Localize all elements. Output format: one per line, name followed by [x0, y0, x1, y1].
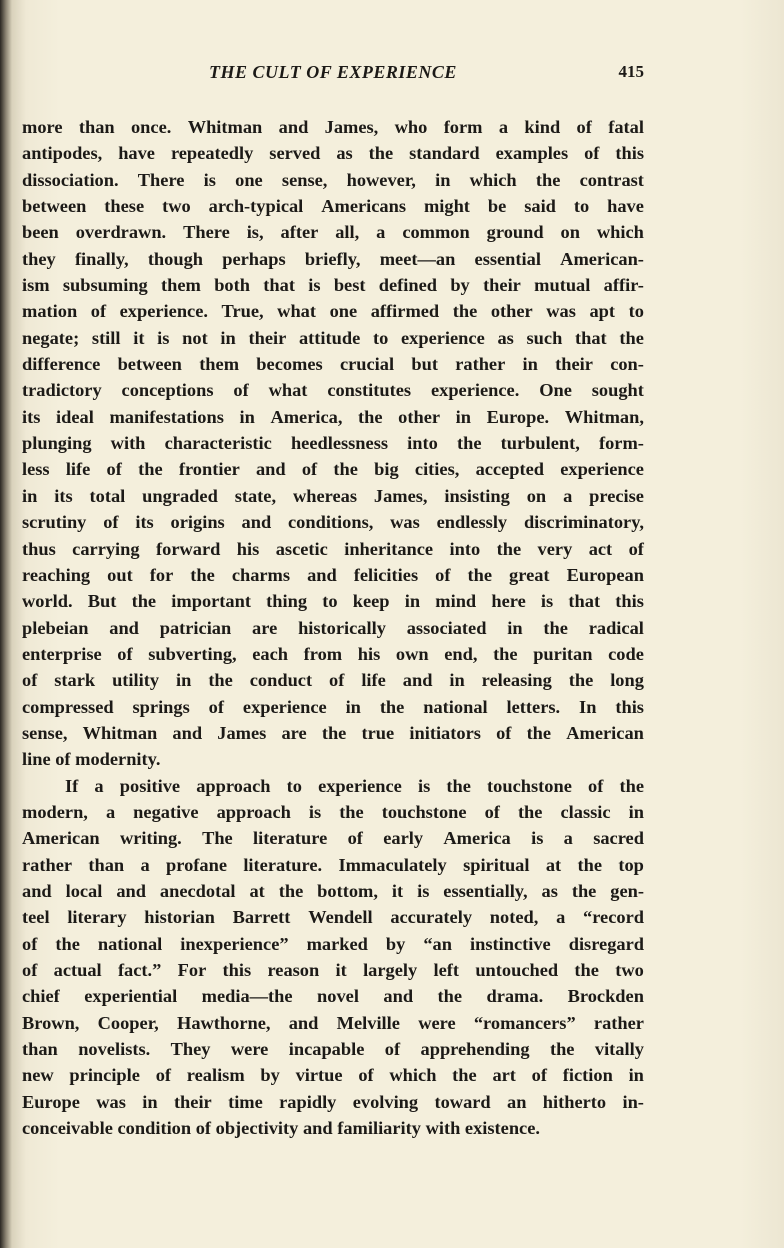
text-line: modern, a negative approach is the touchstone of the classic in	[22, 801, 644, 822]
text-line: new principle of realism by virtue of which the art of fiction in	[22, 1065, 644, 1086]
text-line: more than once. Whitman and James, who form a kind of fatal	[22, 117, 644, 137]
text-line: American writing. The literature of early America is a sacred	[22, 828, 644, 849]
text-line: world. But the important thing to keep in mind here is that this	[22, 591, 644, 612]
text-line: less life of the frontier and of the big cities, accepted experience	[22, 459, 644, 480]
text-line: plunging with characteristic heedlessness into the turbulent, form-	[22, 433, 644, 454]
text-line: conceivable condition of objectivity and familiarity with existence.	[22, 1118, 540, 1139]
text-line: reaching out for the charms and felicities of the great European	[22, 564, 644, 585]
text-line: compressed springs of experience in the national letters. In this	[22, 696, 644, 717]
text-line: its ideal manifestations in America, the other in Europe. Whitman,	[22, 406, 644, 427]
text-line: in its total ungraded state, whereas James, insisting on a precise	[22, 485, 644, 506]
text-line: been overdrawn. There is, after all, a common ground on which	[22, 222, 644, 243]
running-head: THE CULT OF EXPERIENCE	[209, 62, 457, 82]
text-line: enterprise of subverting, each from his own end, the puritan code	[22, 643, 644, 664]
text-line: mation of experience. True, what one affirmed the other was apt to	[22, 301, 644, 322]
text-line: difference between them becomes crucial but rather in their con-	[22, 354, 644, 375]
page-header	[22, 62, 644, 88]
text-line: plebeian and patrician are historically associated in the radical	[22, 617, 644, 638]
text-line: If a positive approach to experience is the touchstone of the	[65, 775, 644, 796]
text-line: antipodes, have repeatedly served as the standard examples of this	[22, 143, 644, 164]
text-line: of stark utility in the conduct of life and in releasing the long	[22, 670, 644, 691]
text-line: teel literary historian Barrett Wendell accurately noted, a “record	[22, 907, 644, 928]
text-line: negate; still it is not in their attitude to experience as such that the	[22, 327, 644, 348]
text-line: they finally, though perhaps briefly, meet—an essential American-	[22, 248, 644, 269]
text-line: and local and anecdotal at the bottom, it is essentially, as the gen-	[22, 880, 644, 901]
text-line: thus carrying forward his ascetic inheritance into the very act of	[22, 538, 644, 559]
text-line: Europe was in their time rapidly evolving toward an hitherto in-	[22, 1091, 644, 1112]
body-text	[22, 114, 644, 1141]
text-line: sense, Whitman and James are the true initiators of the American	[22, 722, 644, 743]
text-line: between these two arch-typical Americans might be said to have	[22, 196, 644, 217]
text-line: scrutiny of its origins and conditions, was endlessly discriminatory,	[22, 512, 644, 533]
page-number: 415	[618, 62, 644, 81]
text-line: dissociation. There is one sense, however, in which the contrast	[22, 169, 644, 190]
paragraph	[22, 114, 644, 773]
text-line: rather than a profane literature. Immaculately spiritual at the top	[22, 854, 644, 875]
text-line: of actual fact.” For this reason it largely left untouched the two	[22, 960, 644, 980]
text-line: than novelists. They were incapable of apprehending the vitally	[22, 1039, 644, 1060]
text-line: chief experiential media—the novel and the drama. Brockden	[22, 986, 644, 1007]
paragraph	[22, 773, 644, 1142]
text-line: tradictory conceptions of what constitutes experience. One sought	[22, 380, 644, 401]
text-line: Brown, Cooper, Hawthorne, and Melville were “romancers” rather	[22, 1012, 644, 1033]
text-line: of the national inexperience” marked by “an instinctive disregard	[22, 933, 644, 954]
text-line: ism subsuming them both that is best defined by their mutual affir-	[22, 275, 644, 296]
text-line: line of modernity.	[22, 749, 161, 770]
